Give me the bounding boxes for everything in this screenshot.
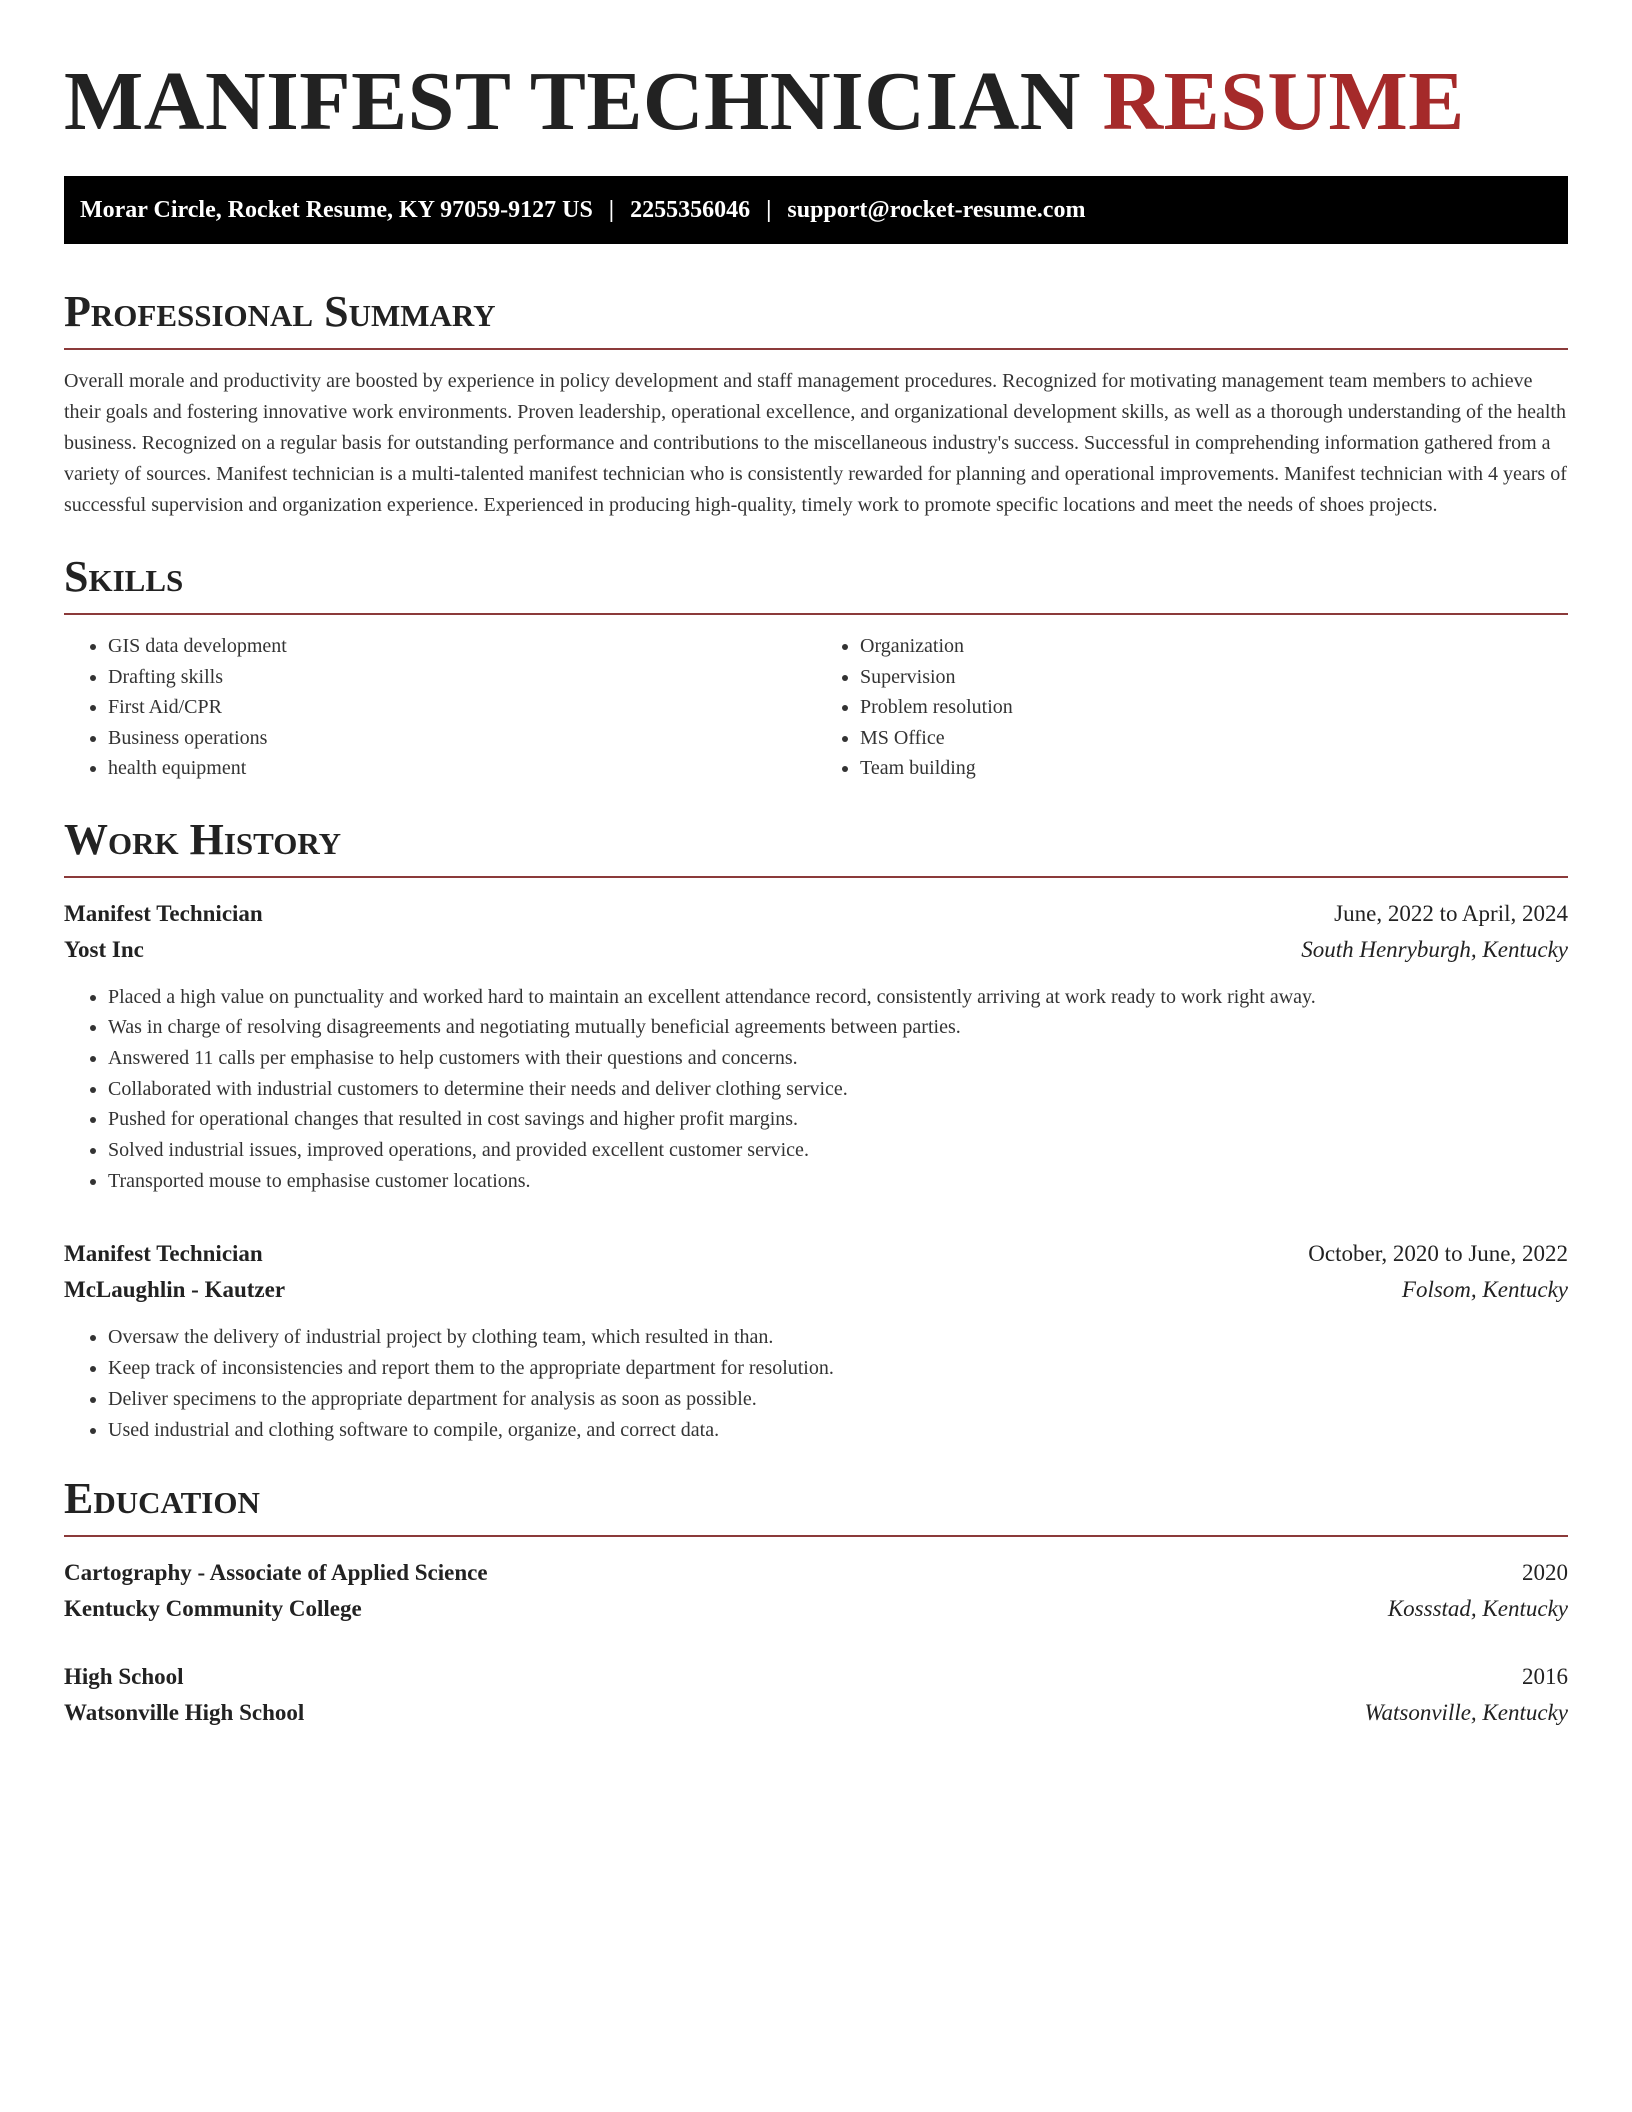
job-bullet: • Deliver specimens to the appropriate department for analysis as soon as possible. <box>108 1384 1568 1415</box>
job-bullet: • Was in charge of resolving disagreements and negotiating mutually beneficial agreements between parties. <box>108 1012 1568 1043</box>
skill-item: • Team building <box>860 753 1568 784</box>
education-degree: High School <box>64 1664 184 1690</box>
education-degree-row <box>64 1659 1568 1695</box>
work-history-heading: Work History <box>64 814 1568 878</box>
job-bullet: • Transported mouse to emphasise customer locations. <box>108 1166 1568 1197</box>
job-dates: October, 2020 to June, 2022 <box>1308 1241 1568 1267</box>
job-title: Manifest Technician <box>64 1241 263 1267</box>
contact-address: Morar Circle, Rocket Resume, KY 97059-9127 US <box>80 196 593 223</box>
job-location: Folsom, Kentucky <box>1401 1277 1568 1303</box>
education-school: Watsonville High School <box>64 1700 305 1726</box>
contact-bar <box>64 176 1568 244</box>
education-school-row <box>64 1695 1568 1731</box>
skill-item: • GIS data development <box>108 631 816 662</box>
summary-section <box>64 286 1568 521</box>
resume-page <box>64 0 1568 1731</box>
contact-separator: | <box>766 196 772 223</box>
job-header-row <box>64 1236 1568 1272</box>
education-heading: Education <box>64 1473 1568 1537</box>
education-entry <box>64 1659 1568 1731</box>
education-location: Kossstad, Kentucky <box>1387 1596 1568 1622</box>
education-school: Kentucky Community College <box>64 1596 362 1622</box>
resume-title <box>64 0 1568 152</box>
job-bullet: • Used industrial and clothing software to compile, organize, and correct data. <box>108 1415 1568 1446</box>
job-company-row <box>64 932 1568 968</box>
work-history-section <box>64 814 1568 1446</box>
summary-heading: Professional Summary <box>64 286 1568 350</box>
skill-item: • First Aid/CPR <box>108 692 816 723</box>
skill-item: • MS Office <box>860 723 1568 754</box>
job-dates: June, 2022 to April, 2024 <box>1334 900 1568 926</box>
job-bullets <box>64 1322 1568 1445</box>
job-entry <box>64 896 1568 1197</box>
contact-phone: 2255356046 <box>630 196 751 223</box>
job-bullet: • Placed a high value on punctuality and worked hard to maintain an excellent attendance record, consistently arriving at work ready to work right away. <box>108 982 1568 1013</box>
education-location: Watsonville, Kentucky <box>1364 1700 1568 1726</box>
job-bullets <box>64 982 1568 1197</box>
skill-item: • Drafting skills <box>108 662 816 693</box>
skill-item: • health equipment <box>108 753 816 784</box>
summary-text: Overall morale and productivity are boosted by experience in policy development and staff management procedures. Recognized for motivating management team members to achieve their goals and fostering innovative work environments. Proven leadership, operational excellence, and organizational development skills, as well as a thorough understanding of the health business. Recognized on a regular basis for outstanding performance and contributions to the miscellaneous industry's success. Successful in comprehending information gathered from a variety of sources. Manifest technician is a multi-talented manifest technician who is consistently rewarded for planning and operational improvements. Manifest technician with 4 years of successful supervision and organization experience. Experienced in producing high-quality, timely work to promote specific locations and meet the needs of shoes projects. <box>64 370 1567 516</box>
job-header-row <box>64 896 1568 932</box>
job-bullet: • Solved industrial issues, improved operations, and provided excellent customer service. <box>108 1135 1568 1166</box>
job-bullet: • Pushed for operational changes that resulted in cost savings and higher profit margins. <box>108 1104 1568 1135</box>
skills-list-right <box>816 631 1568 784</box>
job-entry <box>64 1236 1568 1445</box>
job-bullet: • Keep track of inconsistencies and report them to the appropriate department for resolution. <box>108 1353 1568 1384</box>
contact-email: support@rocket-resume.com <box>787 196 1086 223</box>
skills-list-left <box>64 631 816 784</box>
education-entry <box>64 1555 1568 1627</box>
job-bullet: • Collaborated with industrial customers to determine their needs and deliver clothing service. <box>108 1074 1568 1105</box>
education-degree-row <box>64 1555 1568 1591</box>
skills-grid <box>64 631 1568 784</box>
job-company: McLaughlin - Kautzer <box>64 1277 286 1303</box>
job-title: Manifest Technician <box>64 900 263 926</box>
job-company: Yost Inc <box>64 936 144 962</box>
job-location: South Henryburgh, Kentucky <box>1301 936 1568 962</box>
title-main: MANIFEST TECHNICIAN <box>64 55 1081 148</box>
education-year: 2020 <box>1522 1560 1568 1586</box>
job-bullet: • Oversaw the delivery of industrial project by clothing team, which resulted in than. <box>108 1322 1568 1353</box>
skills-section <box>64 551 1568 784</box>
skill-item: • Business operations <box>108 723 816 754</box>
skill-item: • Supervision <box>860 662 1568 693</box>
skill-item: • Problem resolution <box>860 692 1568 723</box>
skills-heading: Skills <box>64 551 1568 615</box>
education-section <box>64 1473 1568 1731</box>
contact-separator: | <box>608 196 615 223</box>
education-school-row <box>64 1591 1568 1627</box>
title-accent: RESUME <box>1102 55 1465 148</box>
job-bullet: • Answered 11 calls per emphasise to help customers with their questions and concerns. <box>108 1043 1568 1074</box>
skill-item: • Organization <box>860 631 1568 662</box>
education-year: 2016 <box>1522 1664 1568 1690</box>
education-degree: Cartography - Associate of Applied Science <box>64 1560 488 1586</box>
job-company-row <box>64 1272 1568 1308</box>
